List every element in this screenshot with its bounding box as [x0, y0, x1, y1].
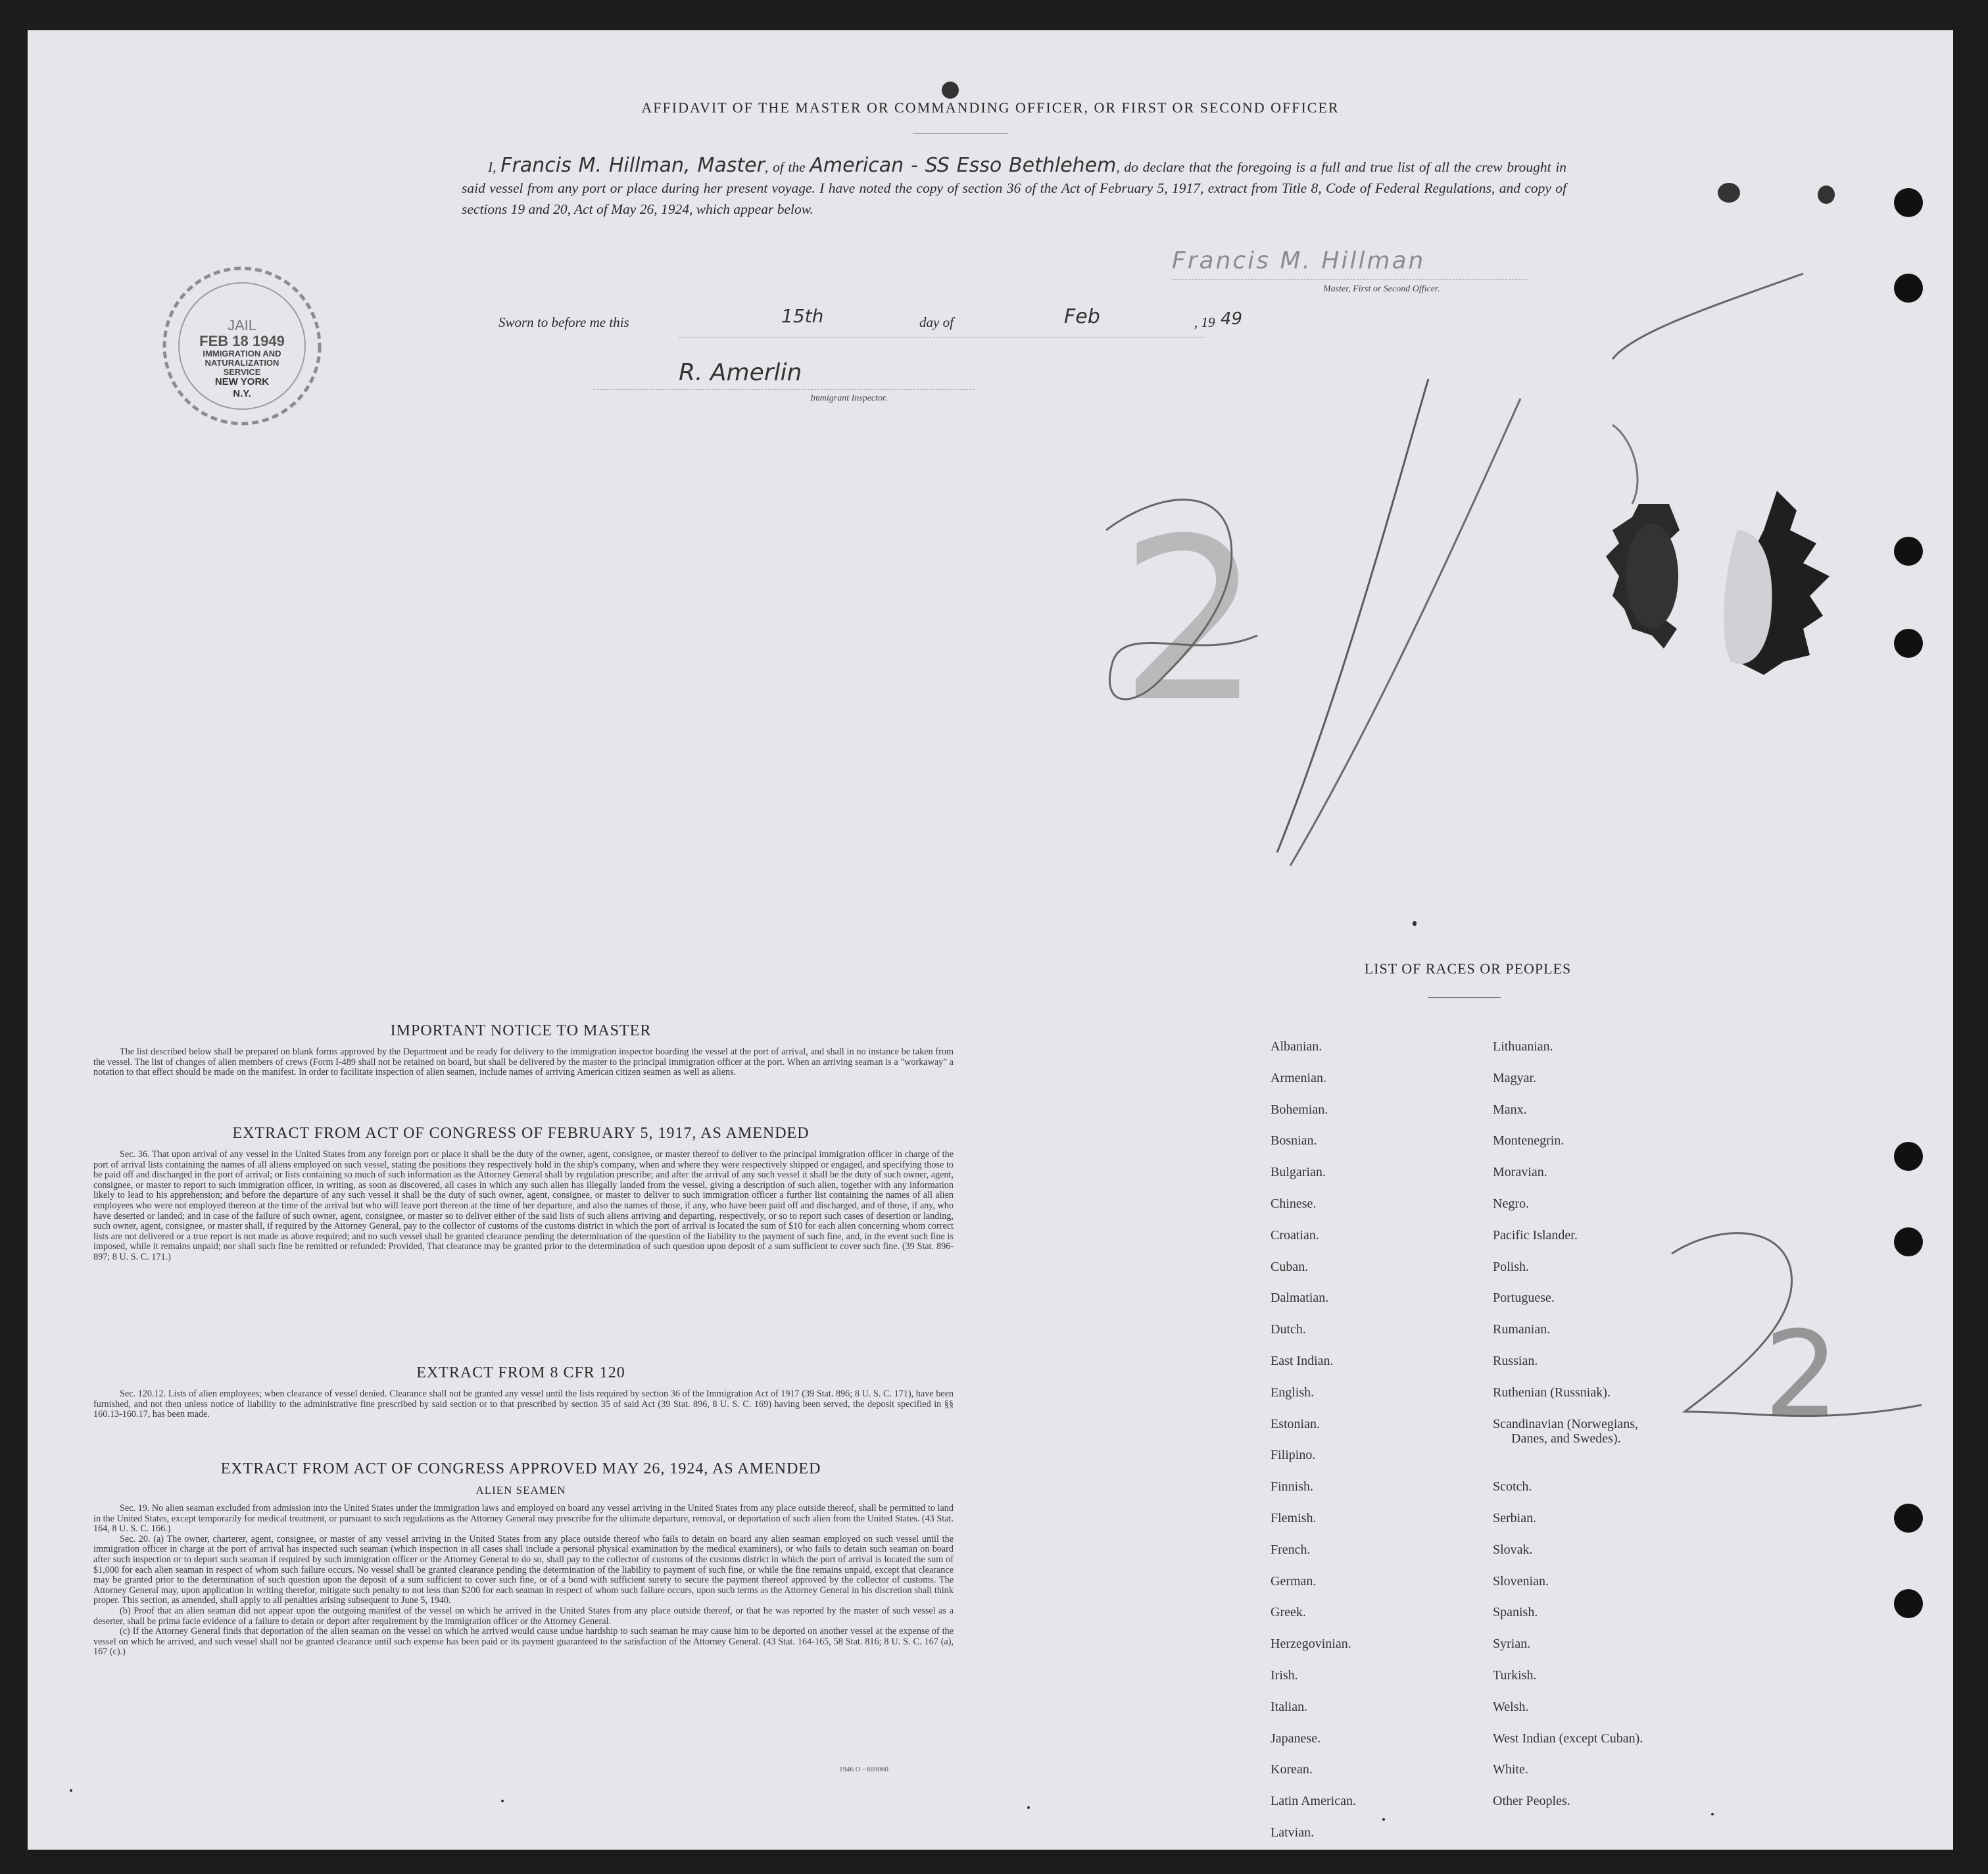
stamp-line-6: NEW YORK — [214, 376, 270, 387]
sworn-day-handwritten: 15th — [781, 305, 824, 327]
wax-seal-right-highlight — [1724, 530, 1772, 664]
race-item: Herzegovinian. — [1271, 1637, 1351, 1652]
race-item: Danes, and Swedes). — [1511, 1431, 1621, 1446]
ink-speck — [1382, 1818, 1385, 1821]
race-item: Bohemian. — [1271, 1102, 1328, 1117]
inspector-signature-line — [593, 389, 975, 391]
declaration-of-the: , of the — [764, 159, 806, 175]
race-item: Albanian. — [1271, 1039, 1322, 1054]
race-item: Magyar. — [1493, 1070, 1537, 1085]
sworn-month-handwritten: Feb — [1064, 305, 1100, 328]
notice-title: IMPORTANT NOTICE TO MASTER — [390, 1022, 652, 1039]
extract-1924-paragraph-1: Sec. 19. No alien seaman excluded from admission into the United States under the immigration laws and employed on board any vessel arriving in the United States from any place outside thereof, shall be permitted to land in the United States, except temporarily for medical treatment, or pursuant to such regulations as the Attorney General may prescribe for the ultimate departure, removal, or deportation of such alien from the United States. (43 Stat. 164, 8 U. S. C. 166.) — [93, 1503, 954, 1535]
affidavit-title: AFFIDAVIT OF THE MASTER OR COMMANDING OFFICER, OR FIRST OR SECOND OFFICER — [641, 99, 1340, 116]
wax-seal-right — [1731, 491, 1830, 675]
race-item: Lithuanian. — [1493, 1039, 1553, 1054]
stamp-line-3: IMMIGRATION AND — [203, 349, 281, 358]
inspector-label: Immigrant Inspector. — [810, 393, 888, 403]
race-item: Negro. — [1493, 1196, 1529, 1211]
race-item: Manx. — [1493, 1102, 1527, 1117]
race-item: Latin American. — [1271, 1794, 1356, 1809]
race-item: Armenian. — [1271, 1070, 1326, 1085]
binder-hole — [1894, 629, 1923, 658]
race-item: Bulgarian. — [1271, 1165, 1326, 1180]
ink-speck — [501, 1800, 504, 1802]
race-item: French. — [1271, 1542, 1311, 1557]
master-signature-label: Master, First or Second Officer. — [1323, 284, 1440, 294]
race-item: English. — [1271, 1385, 1315, 1400]
binder-hole — [1894, 1142, 1923, 1171]
title-divider — [913, 133, 1007, 134]
pencil-slash-2 — [1290, 399, 1520, 866]
wax-seal-left — [1606, 504, 1680, 649]
ink-speck — [70, 1789, 72, 1792]
race-item: Slovenian. — [1493, 1573, 1549, 1589]
race-item: Italian. — [1271, 1699, 1308, 1714]
extract-cfr-title: EXTRACT FROM 8 CFR 120 — [416, 1364, 625, 1381]
sworn-day-of: day of — [919, 314, 954, 330]
stamp-line-5: SERVICE — [223, 367, 261, 377]
race-item: East Indian. — [1271, 1354, 1334, 1368]
master-signature-line — [1172, 279, 1527, 280]
race-item: Polish. — [1493, 1259, 1530, 1274]
extract-1924-subtitle: ALIEN SEAMEN — [475, 1484, 566, 1496]
extract-1924-title: EXTRACT FROM ACT OF CONGRESS APPROVED MAY 26, 1924, AS AMENDED — [220, 1460, 821, 1477]
notice-paragraph: The list described below shall be prepared on blank forms approved by the Department and be ready for delivery to the immigration inspector boarding the vessel at the port of arrival, and shall in no instance be taken from the vessel. The list of changes of alien members of crews (Form I-489 shall not be retained on board, but shall be delivered by the master to the principal immigration officer at the port. When an arriving seaman is a "workaway" a notation to that effect should be made on the manifest. In order to facilitate inspection of alien seamen, include names of arriving American citizen seamen as well as aliens. — [93, 1047, 954, 1078]
race-item: Dalmatian. — [1271, 1291, 1329, 1306]
ink-speck — [1818, 185, 1835, 204]
ink-speck — [1027, 1806, 1030, 1809]
race-item: Spanish. — [1493, 1605, 1538, 1620]
race-item: Finnish. — [1271, 1479, 1314, 1494]
race-item: Welsh. — [1493, 1699, 1529, 1714]
extract-1924-paragraph-2: Sec. 20. (a) The owner, charterer, agent, consignee, or master of any vessel arriving in the United States from any place outside thereof who fails to detain on board any alien seaman employed on such vessel until the immigration officer in charge at the port of arrival has inspected such seaman (which inspection in all cases shall include a personal physical examination by the medical examiners), or who fails to detain such seaman on board after such inspection or to deport such seaman if required by such immigration officer or the Attorney General to do so, shall pay to the collector of customs of the customs district in which the port of arrival is located the sum of $1,000 for each alien seaman in respect of whom such failure occurs. No vessel shall be granted clearance pending the determination of the liability to payment of such fine, or while the fine remains unpaid, except that clearance may be granted prior to the determination of such question upon the deposit of a sum sufficient to cover such fine, or of a bond with sufficient surety to secure the payment thereof approved by the collector of customs. The Attorney General may, upon application in writing therefor, mitigate such penalty to not less than $200 for each seaman in respect of whom such failure occurs, upon such terms as the Attorney General in his discretion shall think proper. This section, as amended, shall apply to all penalties arising subsequent to June 5, 1940. — [93, 1533, 954, 1606]
binder-hole — [1894, 188, 1923, 217]
race-item: Syrian. — [1493, 1637, 1531, 1652]
stamp-line-4: NATURALIZATION — [205, 358, 279, 368]
race-item: Portuguese. — [1493, 1291, 1555, 1306]
stamp-line-2: FEB 18 1949 — [199, 333, 285, 349]
races-title-divider — [1428, 997, 1501, 998]
race-item: Cuban. — [1271, 1259, 1309, 1274]
race-item: Chinese. — [1271, 1196, 1317, 1211]
binder-hole — [1894, 1227, 1923, 1256]
sworn-underline — [679, 337, 1205, 338]
immigration-stamp — [157, 260, 327, 432]
inspector-signature: R. Amerlin — [679, 359, 802, 386]
document-page — [28, 30, 1953, 1850]
pencil-slash-1 — [1277, 379, 1428, 852]
race-item: Flemish. — [1271, 1511, 1317, 1525]
race-item: Latvian. — [1271, 1825, 1315, 1840]
binder-hole — [1894, 537, 1923, 566]
extract-cfr-paragraph: Sec. 120.12. Lists of alien employees; when clearance of vessel denied. Clearance shall not be granted any vessel until the lists required by section 36 of the Immigration Act of 1917 (39 Stat. 896; 8 U. S. C. 171), have been furnished, and not then unless notice of liability to the administrative fine prescribed by said section or to that prescribed by section 35 of said Act (39 Stat. 896, 8 U. S. C. 169) having been served, the deposit specified in §§ 160.13-160.17, has been made. — [93, 1389, 954, 1420]
declaration-prefix: I, — [488, 159, 497, 175]
declaration-body: that the foregoing is a full and true list of all the crew brought in said vessel from any port or place during her present voyage. I have noted the copy of section 36 of the Act of February 5, 1917, extract from Title 8, Code of Federal Regulations, and copy of sections 19 and 20, Act of May 26, 1924, which appear below. — [462, 159, 1567, 217]
binder-hole — [1894, 1504, 1923, 1533]
binder-hole — [1894, 274, 1923, 303]
sworn-year-handwritten: 49 — [1221, 309, 1243, 329]
race-item: Estonian. — [1271, 1416, 1320, 1431]
extract-1917-title: EXTRACT FROM ACT OF CONGRESS OF FEBRUARY 5, 1917, AS AMENDED — [232, 1125, 810, 1142]
race-item: Ruthenian (Russniak). — [1493, 1385, 1611, 1400]
print-code: 1946 O - 689060 — [839, 1765, 888, 1773]
race-item: Filipino. — [1271, 1448, 1316, 1463]
ink-speck — [1711, 1813, 1714, 1815]
notice-text — [93, 1047, 954, 1078]
extract-1924-text — [93, 1504, 954, 1658]
extract-cfr-text — [93, 1389, 954, 1420]
race-item: Rumanian. — [1493, 1322, 1551, 1337]
declaration-paragraph — [462, 155, 1566, 220]
pencil-long-stroke — [1612, 274, 1803, 359]
master-signature: Francis M. Hillman — [1172, 247, 1426, 274]
ink-speck — [942, 82, 959, 99]
vessel-name-handwritten: American - SS Esso Bethlehem — [810, 154, 1117, 177]
race-item: Russian. — [1493, 1354, 1538, 1368]
race-item: Turkish. — [1493, 1668, 1537, 1683]
race-item: White. — [1493, 1762, 1528, 1777]
race-item: Scotch. — [1493, 1479, 1532, 1494]
master-name-handwritten: Francis M. Hillman, Master — [500, 154, 765, 177]
sworn-label: Sworn to before me this — [498, 314, 629, 330]
race-item: Scandinavian (Norwegians, — [1493, 1416, 1639, 1431]
stamp-line-7: N.Y. — [233, 388, 251, 399]
race-item: Bosnian. — [1271, 1133, 1317, 1148]
race-item: Serbian. — [1493, 1511, 1537, 1525]
race-item: Japanese. — [1271, 1731, 1321, 1746]
race-item: Korean. — [1271, 1762, 1313, 1777]
race-item: Croatian. — [1271, 1227, 1319, 1243]
sworn-line — [498, 305, 1353, 345]
race-item: German. — [1271, 1573, 1317, 1589]
stamp-line-1: JAIL — [227, 317, 257, 333]
wax-seal-left-core — [1626, 524, 1678, 629]
race-item: Dutch. — [1271, 1322, 1306, 1337]
race-item: West Indian (except Cuban). — [1493, 1731, 1643, 1746]
sworn-year-prefix: , 19 — [1194, 314, 1215, 330]
race-item: Slovak. — [1493, 1542, 1533, 1557]
race-item: Moravian. — [1493, 1165, 1547, 1180]
extract-1917-text — [93, 1150, 954, 1263]
extract-1917-paragraph: Sec. 36. That upon arrival of any vessel in the United States from any foreign port or place it shall be the duty of the owner, agent, consignee, or master thereof to deliver to the principal immigration officer in charge of the port of arrival lists containing the names of all aliens employed on such vessel, stating the positions they respectively hold in the ship's company, when and where they were respectively shipped or engaged, and specifying those to be paid off and discharged in the port of arrival; or lists containing so much of such information as the Attorney General shall by regulation prescribe; and after the arrival of any such vessel it shall be the duty of such owner, agent, consignee, or master to report to such immigration officer, in writing, as soon as discovered, all cases in which any such alien has illegally landed from the vessel, giving a description of such alien, together with any information likely to lead to his apprehension; and before the departure of any such vessel it shall be the duty of such owner, agent, consignee, or master to deliver to such immigration officer a further list containing the names of all alien employees who were not employed thereon at the time of the arrival but who will leave port thereon at the time of her departure, and also the names of those, if any, who have been paid off and discharged, and of those, if any, who have deserted or landed; and in case of the failure of such owner, agent, consignee, or master so to deliver either of the said lists of such aliens arriving and departing, respectively, or so to report such cases of desertion or landing, such owner, agent, consignee, or master shall, if required by the Attorney General, pay to the collector of customs of the customs district in which the port of arrival is located the sum of $10 for each alien concerning whom correct lists are not delivered or a true report is not made as above required; and no such vessel shall be granted clearance pending the determination of the question of the liability to the payment of such fine, and, in the event such fine is imposed, while it remains unpaid; nor shall such fine be remitted or refunded: Provided, That clearance may be granted prior to the determination of such question upon deposit of a sum sufficient to cover such fine. (39 Stat. 896-897; 8 U. S. C. 171.) — [93, 1149, 954, 1262]
race-item: Montenegrin. — [1493, 1133, 1564, 1148]
races-title: LIST OF RACES OR PEOPLES — [1364, 960, 1572, 977]
race-item: Pacific Islander. — [1493, 1227, 1578, 1243]
ink-speck — [1413, 921, 1417, 926]
page-number-mark: 2 — [1119, 491, 1262, 751]
extract-1924-paragraph-4: (c) If the Attorney General finds that deportation of the alien seaman on the vessel on which he arrived would cause undue hardship to such seaman he may cause him to be deported on another vessel at the expense of the vessel on which he arrived, and such vessel shall not be granted clearance until such expense has been paid or its payment guaranteed to the satisfaction of the Attorney General. (43 Stat. 164-165, 58 Stat. 816; 8 U. S. C. 167 (a), 167 (c).) — [93, 1626, 954, 1658]
binder-hole — [1894, 1589, 1923, 1618]
pencil-curl — [1612, 425, 1637, 504]
race-item: Irish. — [1271, 1668, 1298, 1683]
extract-1924-paragraph-3: (b) Proof that an alien seaman did not appear upon the outgoing manifest of the vessel on which he arrived in the United States from any place outside thereof, or that he was reported by the master of such vessel as a deserter, shall be prima facie evidence of a failure to detain or deport after requirement by the immigration officer or the Attorney General. — [93, 1605, 954, 1627]
declaration-do-declare: , do declare — [1116, 159, 1185, 175]
race-item: Greek. — [1271, 1605, 1306, 1620]
race-item: Other Peoples. — [1493, 1794, 1570, 1809]
ink-speck — [1718, 183, 1740, 203]
large-pencil-two: 2 — [1764, 1306, 1839, 1444]
